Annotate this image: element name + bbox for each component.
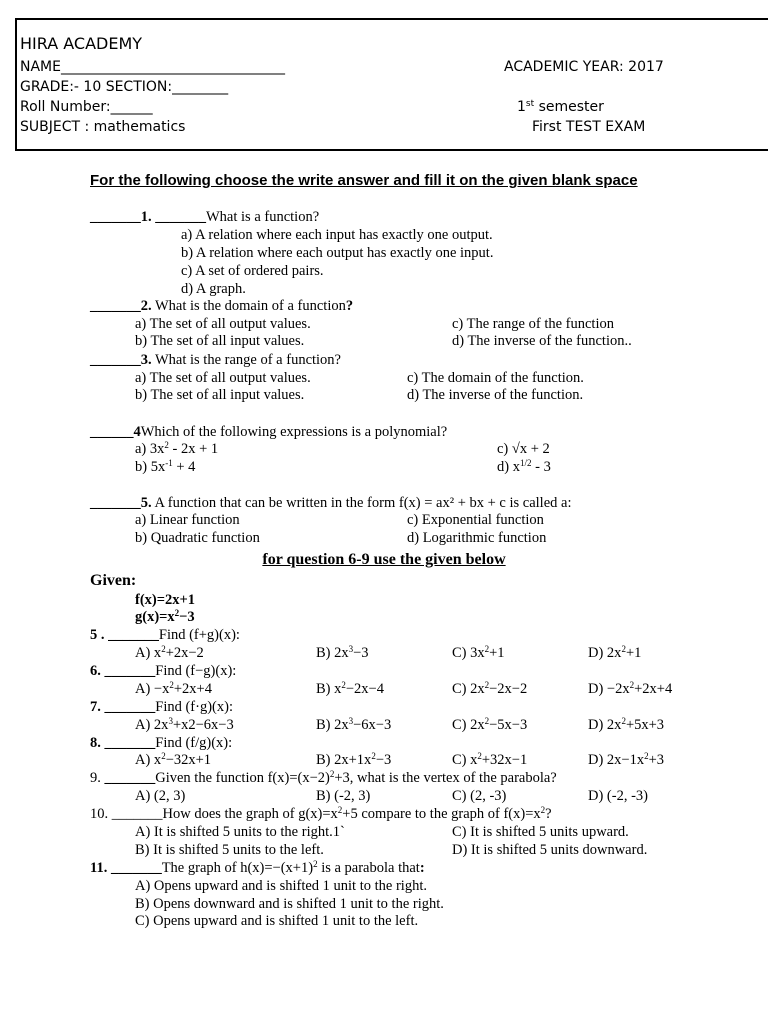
mq9-option-a: A) (2, 3) xyxy=(135,788,186,804)
mq11-option-b: B) Opens downward and is shifted 1 unit to the right. xyxy=(135,896,444,912)
mq9-option-c: C) (2, -3) xyxy=(452,788,507,804)
mq11-option-c: C) Opens upward and is shifted 1 unit to the left. xyxy=(135,913,419,929)
mq10-option-b: B) It is shifted 5 units to the left. xyxy=(135,842,324,858)
mq9-option-d: D) (-2, -3) xyxy=(588,788,648,804)
mq10-option-c: C) It is shifted 5 units upward. xyxy=(452,824,629,840)
q4-option-d: d) $x^{1/2} - 3$ xyxy=(497,458,551,475)
mq7-option-b: B) $2x^3-6x-3$ xyxy=(316,716,392,733)
question-7: 7. _______Find (f·g)(x): xyxy=(90,699,233,715)
question-6-9-item-5: 5 . _______Find (f+g)(x): xyxy=(90,627,240,643)
given-f: f(x)=2x+1 xyxy=(135,592,196,608)
question-9: 9. _______Given the function $f(x)=(x-2)^2+3$, what is the vertex of the parabola? xyxy=(90,769,557,786)
mq6-option-b: B) $x^2-2x-4$ xyxy=(316,680,384,697)
q3-option-d: d) The inverse of the function. xyxy=(407,387,584,403)
roll-number-field: Roll Number:______ xyxy=(20,99,153,115)
mq7-option-d: D) $2x^2+5x+3$ xyxy=(588,716,665,733)
q5-option-d: d) Logarithmic function xyxy=(407,530,547,546)
grade-field: GRADE:- 10 SECTION:________ xyxy=(20,79,229,95)
question-1: _______1. _______What is a function? xyxy=(90,209,320,225)
question-4: ______4Which of the following expressions is a polynomial? xyxy=(90,424,448,440)
mq8-option-b: B) $2x+1x^2-3$ xyxy=(316,751,392,768)
q4-option-a: a) $3x^2 - 2x + 1$ xyxy=(135,440,219,457)
given-label: Given: xyxy=(90,572,137,589)
q1-option-b: b) A relation where each output has exactly one input. xyxy=(181,245,494,261)
mq10-option-a: A) It is shifted 5 units to the right.1` xyxy=(135,824,345,840)
question-3: _______3. What is the range of a function? xyxy=(90,352,341,368)
question-2: _______2. What is the domain of a function? xyxy=(90,298,354,314)
mq7-option-a: A) $2x^3+x2-6x-3$ xyxy=(135,716,234,733)
academic-year: ACADEMIC YEAR: 2017 xyxy=(504,59,664,75)
q5-option-c: c) Exponential function xyxy=(407,512,544,528)
mq5-option-b: B) $2x^3-3$ xyxy=(316,644,369,661)
mq8-option-c: C) $x^2+32x-1$ xyxy=(452,751,528,768)
q2-option-b: b) The set of all input values. xyxy=(135,333,305,349)
exam-title: First TEST EXAM xyxy=(532,119,646,135)
q1-option-a: a) A relation where each input has exactly one output. xyxy=(181,227,493,243)
q3-option-c: c) The domain of the function. xyxy=(407,370,584,386)
mq5-option-d: D) $2x^2+1$ xyxy=(588,644,642,661)
q4-option-c: c) √x + 2 xyxy=(497,441,550,457)
name-field: NAME________________________________ xyxy=(20,59,285,75)
q4-option-b: b) $5x^{-1} + 4$ xyxy=(135,458,196,475)
school-name: HIRA ACADEMY xyxy=(20,34,143,53)
mq7-option-c: C) $2x^2-5x-3$ xyxy=(452,716,528,733)
mq5-option-a: A) $x^2+2x-2$ xyxy=(135,644,204,661)
q1-option-d: d) A graph. xyxy=(181,281,246,297)
question-8: 8. _______Find (f/g)(x): xyxy=(90,735,233,751)
semester: 1st semester xyxy=(517,99,604,115)
given-g: $g(x)=x^2-3$ xyxy=(135,608,195,625)
subject-field: SUBJECT : mathematics xyxy=(20,119,186,135)
q2-option-d: d) The inverse of the function.. xyxy=(452,333,632,349)
q2-option-a: a) The set of all output values. xyxy=(135,316,311,332)
q3-option-b: b) The set of all input values. xyxy=(135,387,305,403)
mq5-option-c: C) $3x^2+1$ xyxy=(452,644,505,661)
instruction: For the following choose the write answer and fill it on the given blank space xyxy=(90,172,638,189)
section-heading: for question 6-9 use the given below xyxy=(262,551,506,568)
mq8-option-d: D) $2x-1x^2+3$ xyxy=(588,751,665,768)
mq6-option-d: $D) -2x^2+2x+4$ xyxy=(588,680,673,697)
question-10: 10. _______How does the graph of $g(x)=x^2+5$ compare to the graph of $f(x)=x^2$? xyxy=(90,805,552,822)
question-5: _______5. A function that can be written in the form f(x) = ax² + bx + c is called a: xyxy=(90,495,572,511)
mq6-option-a: $A) -x^2+2x+4$ xyxy=(135,680,212,697)
question-6: 6. _______Find (f−g)(x): xyxy=(90,663,237,679)
mq10-option-d: D) It is shifted 5 units downward. xyxy=(452,842,648,858)
mq6-option-c: C) $2x^2-2x-2$ xyxy=(452,680,528,697)
question-11: 11. _______The graph of $h(x)=-(x+1)^2$ is a parabola that: xyxy=(90,859,425,876)
mq11-option-a: A) Opens upward and is shifted 1 unit to the right. xyxy=(135,878,427,894)
mq9-option-b: B) (-2, 3) xyxy=(316,788,371,804)
q5-option-b: b) Quadratic function xyxy=(135,530,260,546)
q1-option-c: c) A set of ordered pairs. xyxy=(181,263,324,279)
mq8-option-a: A) $x^2-32x+1$ xyxy=(135,751,212,768)
q2-option-c: c) The range of the function xyxy=(452,316,614,332)
q3-option-a: a) The set of all output values. xyxy=(135,370,311,386)
q5-option-a: a) Linear function xyxy=(135,512,240,528)
